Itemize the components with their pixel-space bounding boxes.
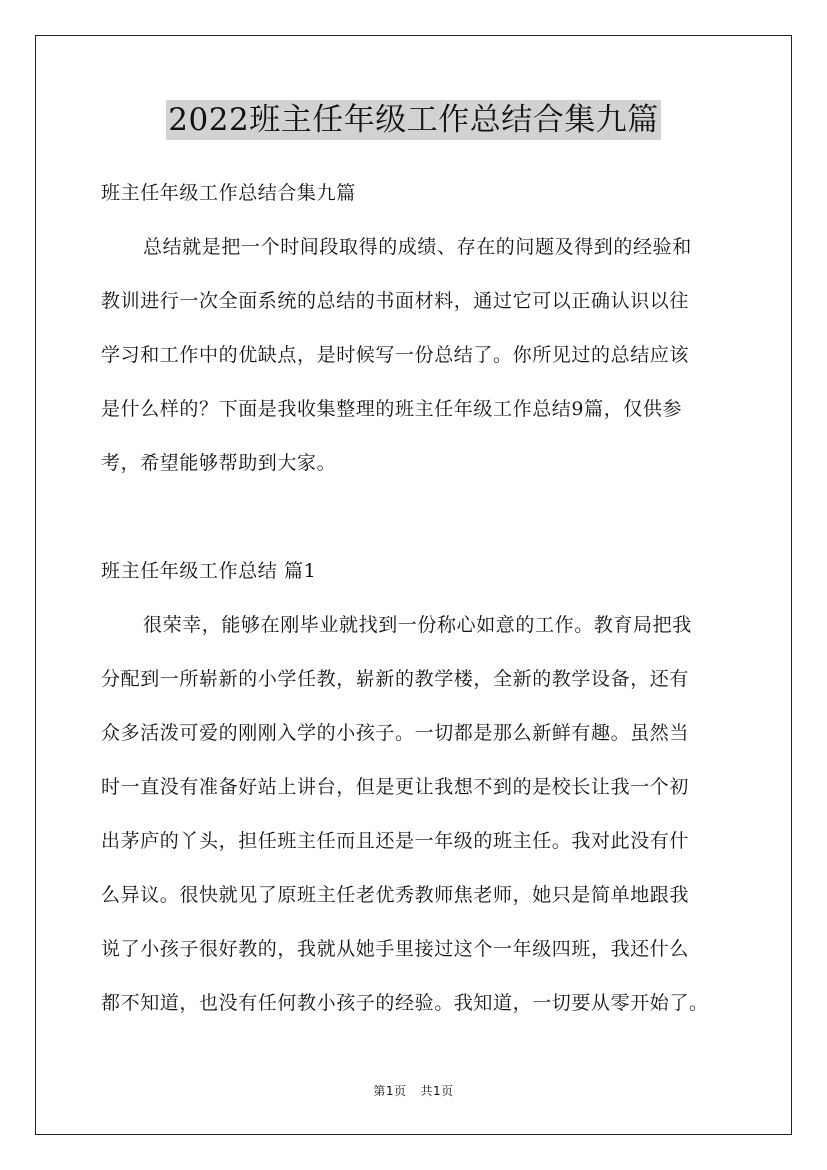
section-paragraph-line: 时一直没有准备好站上讲台，但是更让我想不到的是校长让我一个初 bbox=[101, 776, 690, 798]
page-number-total: 共1页 bbox=[420, 1084, 454, 1098]
paragraph-spacer bbox=[101, 490, 731, 544]
intro-paragraph-line: 总结就是把一个时间段取得的成绩、存在的问题及得到的经验和 bbox=[143, 236, 692, 258]
section-paragraph-line: 分配到一所崭新的小学任教，崭新的教学楼，全新的教学设备，还有 bbox=[101, 668, 690, 690]
title-container bbox=[0, 100, 827, 140]
section-paragraph-line: 么异议。很快就见了原班主任老优秀教师焦老师，她只是简单地跟我 bbox=[101, 884, 690, 906]
intro-paragraph-line: 是什么样的？下面是我收集整理的班主任年级工作总结9篇，仅供参 bbox=[101, 398, 683, 420]
section-paragraph-line: 都不知道，也没有任何教小孩子的经验。我知道，一切要从零开始了。 bbox=[101, 992, 709, 1014]
section-paragraph-line: 说了小孩子很好教的，我就从她手里接过这个一年级四班，我还什么 bbox=[101, 938, 690, 960]
document-title: 2022班主任年级工作总结合集九篇 bbox=[168, 102, 659, 138]
section-paragraph-line: 很荣幸，能够在刚毕业就找到一份称心如意的工作。教育局把我 bbox=[143, 614, 692, 636]
page-number-current: 第1页 bbox=[373, 1084, 407, 1098]
intro-paragraph-line: 考，希望能够帮助到大家。 bbox=[101, 452, 337, 474]
section-paragraph-line: 出茅庐的丫头，担任班主任而且还是一年级的班主任。我对此没有什 bbox=[101, 830, 690, 852]
document-body bbox=[101, 166, 731, 1030]
intro-paragraph-line: 学习和工作中的优缺点，是时候写一份总结了。你所见过的总结应该 bbox=[101, 344, 690, 366]
section-paragraph-line: 众多活泼可爱的刚刚入学的小孩子。一切都是那么新鲜有趣。虽然当 bbox=[101, 722, 690, 744]
intro-paragraph-line: 教训进行一次全面系统的总结的书面材料，通过它可以正确认识以往 bbox=[101, 290, 690, 312]
subtitle-line: 班主任年级工作总结合集九篇 bbox=[101, 182, 356, 204]
page-footer bbox=[0, 1082, 827, 1099]
section-heading: 班主任年级工作总结 篇1 bbox=[101, 560, 317, 582]
